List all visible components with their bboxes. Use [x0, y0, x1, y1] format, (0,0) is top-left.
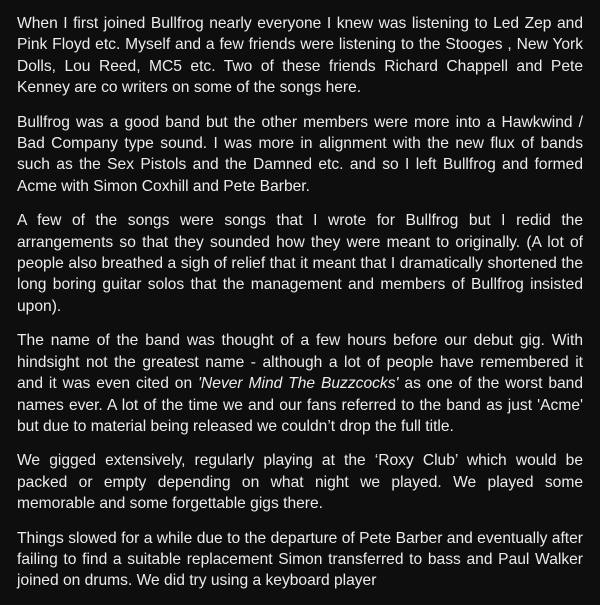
paragraph-lineup-changes: Things slowed for a while due to the departure of Pete Barber and eventually after failing to find a suitable replacement Simon transferred to bass and Paul Walker joined on drums. We did try using a keyboard player [17, 529, 583, 590]
band-name-text-start: The name of the band was thought of a few hours before our debut gig. With hindsight not the greatest name - although a lot of people have remembered it and it was even cited on [17, 332, 583, 393]
paragraph-roxy-club-gigs: We gigged extensively, regularly playing at the ‘Roxy Club’ which would be packed or empty depending on what night we played. We played some memorable and some forgettable gigs there. [17, 452, 583, 513]
paragraph-leaving-bullfrog: Bullfrog was a good band but the other members were more into a Hawkwind / Bad Company type sound. I was more in alignment with the new flux of bands such as the Sex Pistols and the Damned etc. and so I left Bullfrog and formed Acme with Simon Coxhill and Pete Barber. [17, 113, 583, 195]
paragraph-song-arrangements: A few of the songs were songs that I wrote for Bullfrog but I redid the arrangements so that they sounded how they were meant to originally. (A lot of people also breathed a sigh of relief that it meant that I dramatically shortened the long boring guitar solos that the management and members of Bullfrog insisted upon). [17, 212, 583, 315]
paragraph-joining-bullfrog: When I first joined Bullfrog nearly everyone I knew was listening to Led Zep and Pink Floyd etc. Myself and a few friends were listening to the Stooges , New York Dolls, Lou Reed, MC5 etc. Two of these friends Richard Chappell and Pete Kenney are co writers on some of the songs here. [17, 15, 583, 97]
band-name-text-end: as one of the worst band names ever. A lot of the time we and our fans referred to the band as just 'Acme' but due to material being released we couldn’t drop the full title. [17, 375, 584, 435]
tv-show-title: 'Never Mind The Buzzcocks' [198, 375, 399, 393]
liner-notes-page [17, 13, 583, 592]
paragraph-band-name [17, 330, 583, 437]
